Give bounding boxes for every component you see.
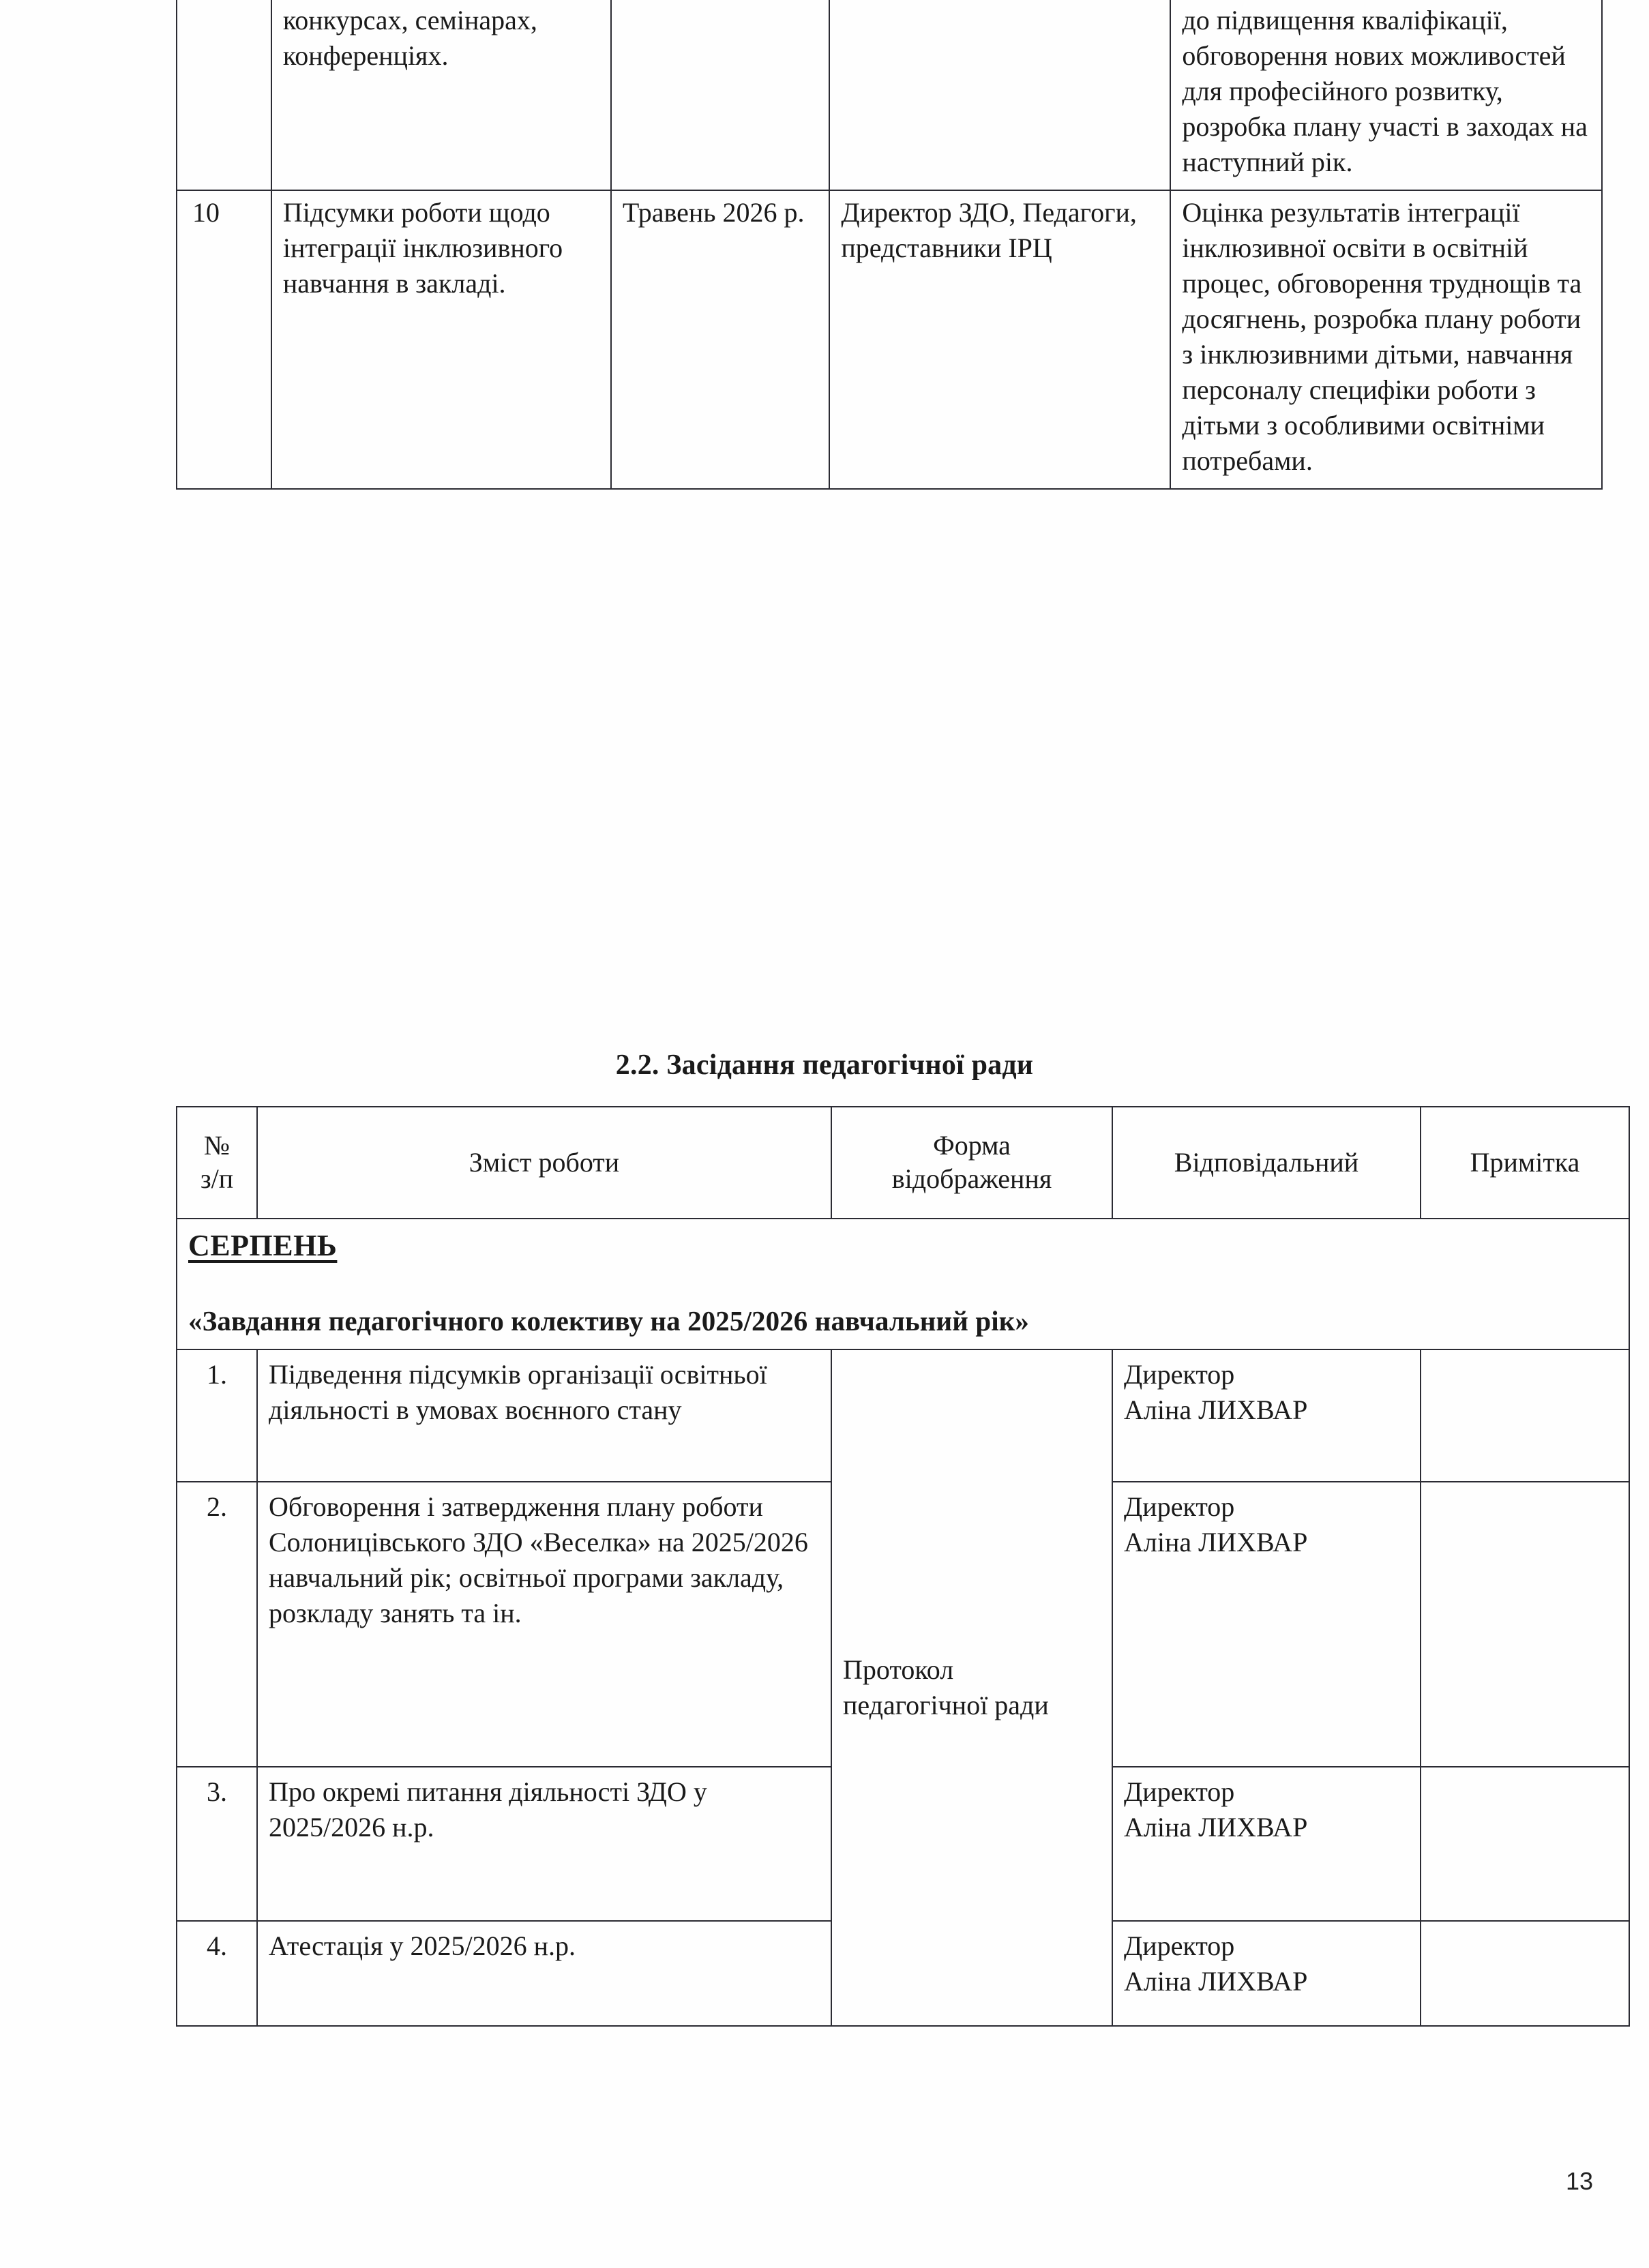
responsible-role: Директор (1124, 1930, 1235, 1962)
row-responsible-cell (829, 0, 1170, 190)
row-number-cell: 3. (177, 1767, 257, 1921)
responsible-role: Директор (1124, 1776, 1235, 1808)
header-form-line2: відображення (891, 1163, 1052, 1194)
row-number-cell: 1. (177, 1349, 257, 1482)
row-work-cell: Обговорення і затвердження плану роботи Солоницівського ЗДО «Веселка» на 2025/2026 навчальний рік; освітньої програми закладу, розкладу занять та ін. (257, 1482, 831, 1767)
row-number-cell: 10 (177, 190, 271, 489)
header-number-line1: № (203, 1130, 231, 1161)
annual-plan-table (176, 0, 1603, 490)
row-task-cell: Підсумки роботи щодо інтеграції інклюзивного навчання в закладі. (271, 190, 611, 489)
row-responsible-cell: Директор ЗДО, Педагоги, представники ІРЦ (829, 190, 1170, 489)
header-form-line1: Форма (933, 1130, 1011, 1161)
responsible-name: Аліна ЛИХВАР (1124, 1812, 1308, 1843)
month-banner-row (177, 1219, 1629, 1349)
header-number-line2: з/п (200, 1163, 234, 1194)
header-responsible: Відповідальний (1112, 1107, 1421, 1219)
responsible-name: Аліна ЛИХВАР (1124, 1527, 1308, 1558)
month-banner-cell (177, 1219, 1629, 1349)
responsible-role: Директор (1124, 1491, 1235, 1523)
header-work: Зміст роботи (257, 1107, 831, 1219)
responsible-role: Директор (1124, 1359, 1235, 1390)
row-number-cell: 2. (177, 1482, 257, 1767)
header-note: Примітка (1421, 1107, 1629, 1219)
row-note-cell (1421, 1921, 1629, 2026)
row-work-cell: Про окремі питання діяльності ЗДО у 2025/2026 н.р. (257, 1767, 831, 1921)
row-number-cell (177, 0, 271, 190)
row-note-cell (1421, 1767, 1629, 1921)
header-form (831, 1107, 1112, 1219)
row-result-cell: до підвищення кваліфікації, обговорення нових можливостей для професійного розвитку, розробка плану участі в заходах на наступний рік. (1170, 0, 1602, 190)
row-responsible-cell (1112, 1349, 1421, 1482)
responsible-name: Аліна ЛИХВАР (1124, 1966, 1308, 1997)
table-row (177, 1349, 1629, 1482)
row-result-cell: Оцінка результатів інтеграції інклюзивної освіти в освітній процес, обговорення труднощів та досягнень, розробка плану роботи з інклюзивними дітьми, навчання персоналу специфіки роботи з дітьми з особливими освітніми потребами. (1170, 190, 1602, 489)
row-date-cell: Травень 2026 р. (611, 190, 830, 489)
row-work-cell: Підведення підсумків організації освітньої діяльності в умовах воєнного стану (257, 1349, 831, 1482)
table-row (177, 190, 1602, 489)
row-number-cell: 4. (177, 1921, 257, 2026)
page-number: 13 (1565, 2167, 1593, 2195)
header-number (177, 1107, 257, 1219)
row-work-cell: Атестація у 2025/2026 н.р. (257, 1921, 831, 2026)
table-row (177, 0, 1602, 190)
month-label: СЕРПЕНЬ (188, 1229, 338, 1262)
responsible-name: Аліна ЛИХВАР (1124, 1394, 1308, 1426)
table-header-row (177, 1107, 1629, 1219)
row-responsible-cell (1112, 1482, 1421, 1767)
month-subtitle: «Завдання педагогічного колективу на 2025/2026 навчальний рік» (188, 1305, 1030, 1337)
form-merged-cell: Протокол педагогічної ради (831, 1349, 1112, 2026)
row-date-cell (611, 0, 830, 190)
section-heading: 2.2. Засідання педагогічної ради (615, 1049, 1034, 1081)
row-responsible-cell (1112, 1921, 1421, 2026)
row-task-cell: конкурсах, семінарах, конференціях. (271, 0, 611, 190)
row-note-cell (1421, 1349, 1629, 1482)
row-note-cell (1421, 1482, 1629, 1767)
pedagogical-council-table (176, 1106, 1630, 2027)
row-responsible-cell (1112, 1767, 1421, 1921)
